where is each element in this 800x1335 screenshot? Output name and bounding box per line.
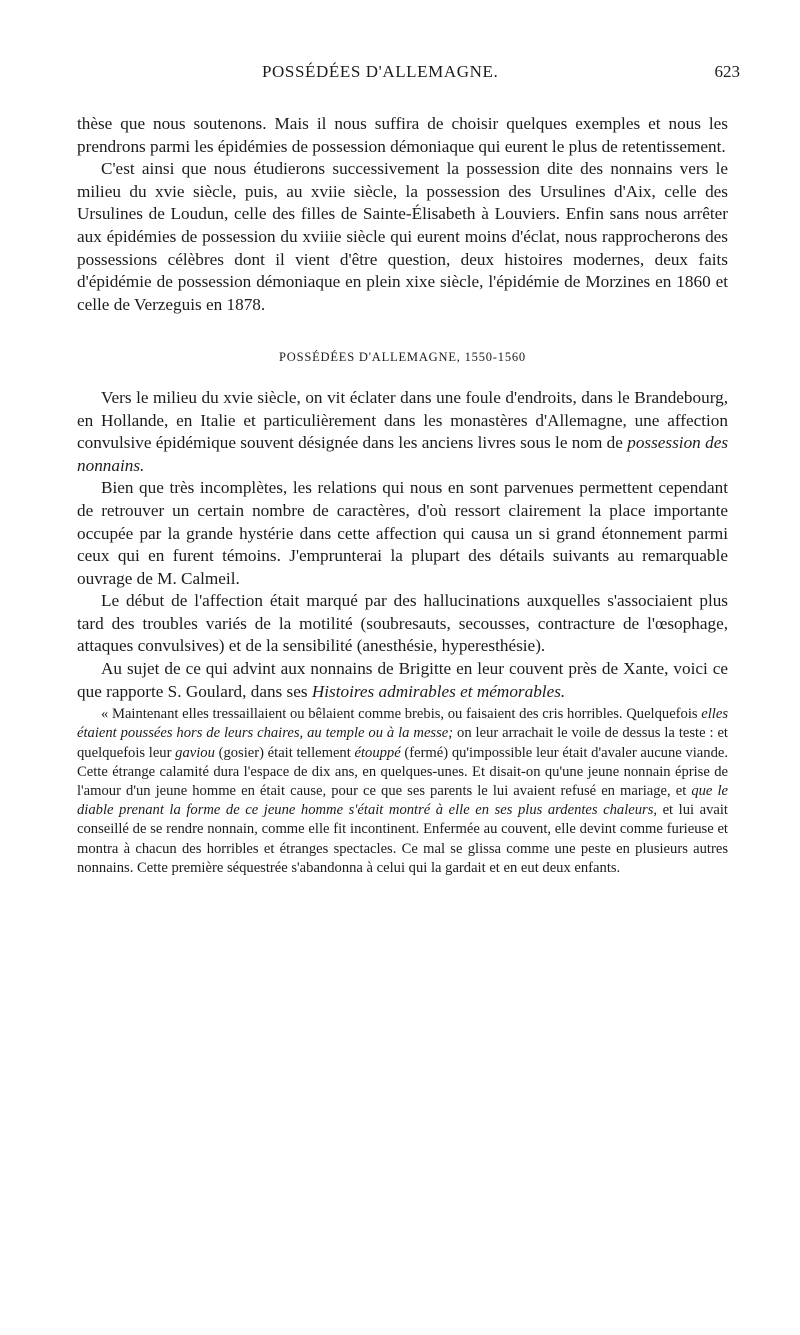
block-quote <box>77 705 728 878</box>
body-paragraph-1-text: Vers le milieu du xvie siècle, on vit éclater dans une foule d'endroits, dans le Brandebourg, en Hollande, en Italie et particulièrement dans les monastères d'Allemagne, une affection convulsive épidémique souvent désignée dans les anciens livres sous le nom de <box>77 387 728 453</box>
body-paragraph-3: Le début de l'affection était marqué par des hallucinations auxquelles s'associaient plus tard des troubles variés de la motilité (soubresauts, secousses, contracture de l'œsophage, attaques convulsives) et de la sensibilité (anesthésie, hyperesthésie). <box>77 591 728 656</box>
intro-paragraph-2: C'est ainsi que nous étudierons successivement la possession dite des nonnains vers le milieu du xvie siècle, puis, au xviie siècle, la possession des Ursulines d'Aix, celle des Ursulines de Loudun, celle des filles de Sainte-Élisabeth à Louviers. Enfin sans nous arrêter aux épidémies de possession du xviiie siècle qui eurent moins d'éclat, nous rapprocherons des possessions célèbres dont il vient d'être question, deux histoires modernes, deux faits d'épidémie de possession démoniaque en plein xixe siècle, l'épidémie de Morzines en 1860 et celle de Verzeguis en 1878. <box>77 159 728 314</box>
quote-segment-2: elles étaient poussées hors de leurs chaires, au temple ou à la messe; <box>77 706 728 742</box>
intro-paragraph-1: thèse que nous soutenons. Mais il nous suffira de choisir quelques exemples et nous les prendrons parmi les épidémies de possession démoniaque qui eurent le plus de retentissement. <box>77 114 728 156</box>
running-title: POSSÉDÉES D'ALLEMAGNE. <box>262 62 499 81</box>
body-paragraph-1 <box>77 387 728 477</box>
quote-paragraph <box>77 705 728 878</box>
quote-segment-1: « Maintenant elles tressaillaient ou bêlaient comme brebis, ou faisaient des cris horribles. Quelquefois <box>101 706 702 723</box>
quote-segment-6: étouppé <box>354 744 401 761</box>
book-title-italic: Histoires admirables et mémorables. <box>311 681 566 701</box>
body-paragraph-4-text: Au sujet de ce qui advint aux nonnains de Brigitte en leur couvent près de Xante, voici ce que rapporte S. Goulard, dans ses <box>77 659 728 701</box>
quote-segment-4: gaviou <box>175 744 215 761</box>
page-body <box>77 113 728 878</box>
body-paragraph-1-italic: possession des nonnains. <box>77 433 729 475</box>
section-title: POSSÉDÉES D'ALLEMAGNE, 1550-1560 <box>279 350 526 365</box>
quote-segment-7: (fermé) qu'impossible leur était d'avaler aucune viande. Cette étrange calamité dura l'espace de dix ans, en quelques-unes. Et disait-on qu'une jeune nonnain éprise de l'amour d'un jeune homme en était cause, pour ce que ses parents le lui avaient refusé en mariage, et <box>77 744 728 800</box>
quote-segment-8: que le diable prenant la forme de ce jeune homme s'était montré à elle en ses plus ardentes chaleurs, <box>77 783 728 819</box>
page-number: 623 <box>714 62 740 81</box>
quote-segment-5: (gosier) était tellement <box>214 744 355 761</box>
body-paragraph-2: Bien que très incomplètes, les relations qui nous en sont parvenues permettent cependant de retrouver un certain nombre de caractères, d'où ressort clairement la place importante occupée par la grande hystérie dans cette affection qui causa un si grand étonnement parmi ceux qui en furent témoins. J'emprunterai la plupart des détails suivants au remarquable ouvrage de M. Calmeil. <box>77 478 728 588</box>
quote-segment-3: on leur arrachait le voile de dessus la teste : et quelquefois leur <box>77 725 728 761</box>
page-header <box>0 62 800 86</box>
body-paragraph-4 <box>77 658 728 703</box>
quote-segment-9: et lui avait conseillé de se rendre nonnain, comme elle fit incontinent. Enfermée au couvent, elle devint comme furieuse et montra à chacun des horribles et étranges spectacles. Ce mal se glissa comme une peste en plusieurs autres nonnains. Cette première séquestrée s'abandonna à celui qui la gardait et en eut deux enfants. <box>77 802 728 876</box>
